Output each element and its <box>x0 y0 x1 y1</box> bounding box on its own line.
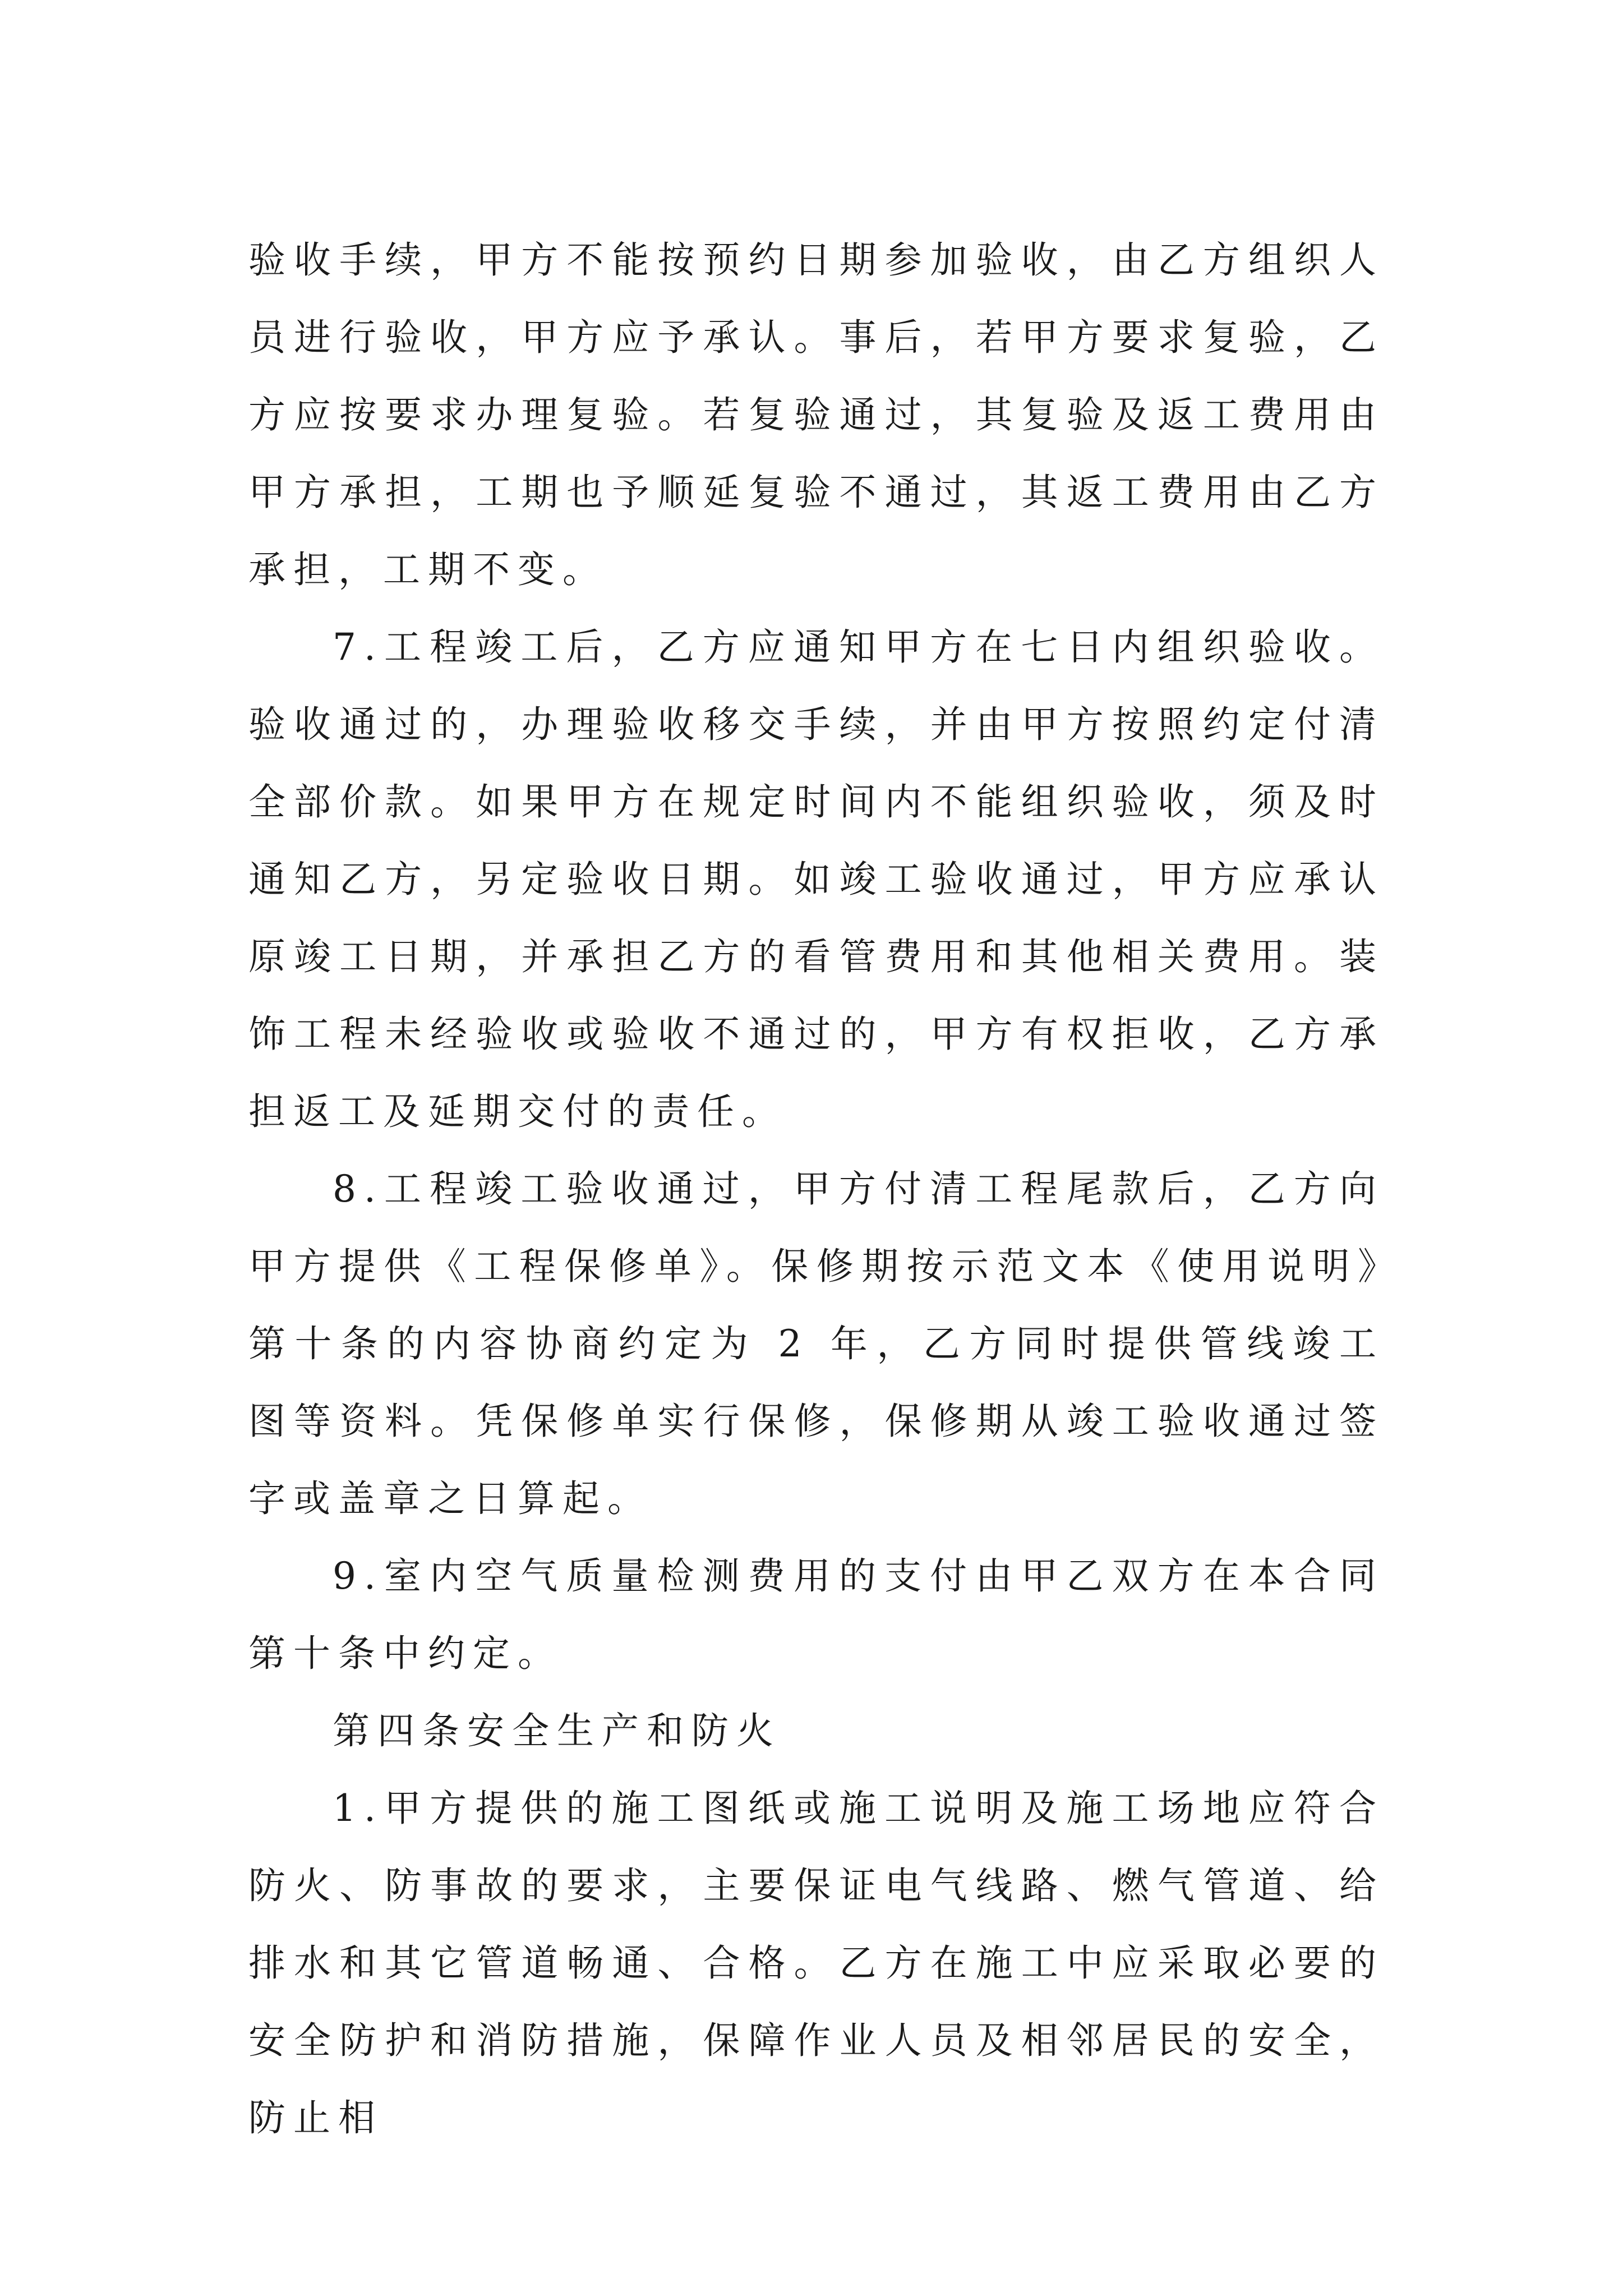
paragraph-item-8: 8.工程竣工验收通过，甲方付清工程尾款后，乙方向甲方提供《工程保修单》。保修期按示范文本《使用说明》第十条的内容协商约定为 2 年，乙方同时提供管线竣工图等资料。凭保修单实行保修，保修期从竣工验收通过签字或盖章之日算起。 <box>248 1167 1384 1520</box>
paragraph-item-9: 9.室内空气质量检测费用的支付由甲乙双方在本合同第十条中约定。 <box>248 1554 1384 1675</box>
document-page <box>248 222 1384 2157</box>
paragraph-item-7: 7.工程竣工后，乙方应通知甲方在七日内组织验收。验收通过的，办理验收移交手续，并由甲方按照约定付清全部价款。如果甲方在规定时间内不能组织验收，须及时通知乙方，另定验收日期。如竣工验收通过，甲方应承认原竣工日期，并承担乙方的看管费用和其他相关费用。装饰工程未经验收或验收不通过的，甲方有权拒收，乙方承担返工及延期交付的责任。 <box>248 625 1384 1133</box>
article-4-heading: 第四条安全生产和防火 <box>333 1709 781 1752</box>
paragraph-article-4-item-1: 1.甲方提供的施工图纸或施工说明及施工场地应符合防火、防事故的要求，主要保证电气线路、燃气管道、给排水和其它管道畅通、合格。乙方在施工中应采取必要的安全防护和消防措施，保障作业人员及相邻居民的安全，防止相 <box>248 1787 1384 2139</box>
paragraph-continued: 验收手续，甲方不能按预约日期参加验收，由乙方组织人员进行验收，甲方应予承认。事后，若甲方要求复验，乙方应按要求办理复验。若复验通过，其复验及返工费用由甲方承担，工期也予顺延复验不通过，其返工费用由乙方承担，工期不变。 <box>248 238 1384 591</box>
